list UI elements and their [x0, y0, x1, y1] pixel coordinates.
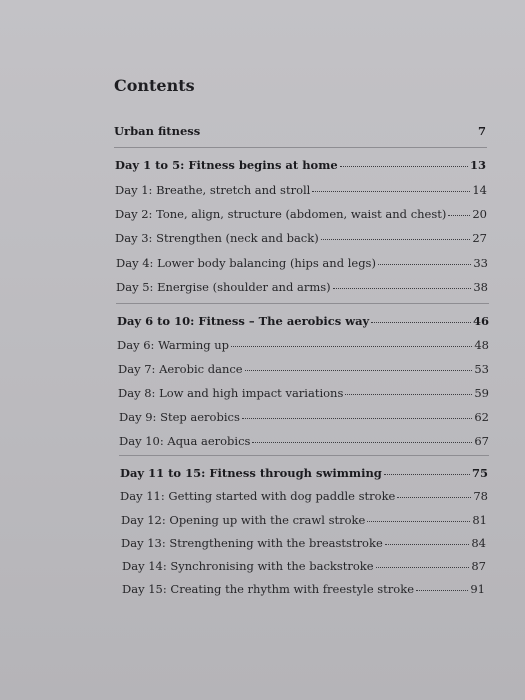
toc-entry — [121, 536, 486, 550]
toc-entry — [122, 559, 486, 573]
toc-entry-label: Day 9: Step aerobics — [119, 410, 240, 424]
section-divider — [114, 147, 487, 148]
toc-entry — [121, 513, 487, 527]
toc-entry — [119, 434, 489, 448]
toc-page-number: 87 — [471, 559, 486, 573]
dot-leader — [231, 345, 472, 347]
toc-section-heading — [117, 314, 489, 328]
toc-page-number: 33 — [473, 256, 488, 270]
toc-entry-label: Day 14: Synchronising with the backstroke — [122, 559, 374, 573]
toc-entry-label: Day 2: Tone, align, structure (abdomen, waist and chest) — [115, 207, 447, 221]
dot-leader — [448, 214, 470, 216]
toc-page-number: 48 — [474, 338, 489, 352]
toc-entry-label: Day 10: Aqua aerobics — [119, 434, 251, 448]
toc-entry-label: Day 11 to 15: Fitness through swimming — [120, 466, 382, 480]
toc-page-number: 67 — [474, 434, 489, 448]
toc-entry-label: Day 7: Aerobic dance — [118, 362, 243, 376]
dot-leader — [202, 132, 476, 133]
toc-section-heading — [114, 124, 486, 138]
dot-leader — [340, 165, 468, 167]
toc-entry — [117, 338, 489, 352]
toc-page-number: 20 — [472, 207, 487, 221]
contents-title: Contents — [114, 76, 195, 95]
dot-leader — [378, 263, 471, 265]
toc-page-number: 27 — [472, 231, 487, 245]
toc-page-number: 7 — [477, 124, 486, 138]
toc-page-number: 75 — [471, 466, 488, 480]
dot-leader — [385, 543, 470, 545]
dot-leader — [384, 473, 470, 475]
dot-leader — [345, 393, 472, 395]
toc-page-number: 59 — [474, 386, 489, 400]
dot-leader — [321, 238, 471, 240]
toc-entry-label: Day 6 to 10: Fitness – The aerobics way — [117, 314, 370, 328]
dot-leader — [312, 190, 470, 192]
toc-entry — [116, 280, 488, 294]
section-divider — [119, 455, 489, 456]
toc-page-number: 13 — [469, 158, 486, 172]
toc-entry-label: Day 11: Getting started with dog paddle stroke — [120, 489, 396, 503]
toc-entry — [119, 410, 489, 424]
dot-leader — [371, 321, 471, 323]
toc-entry-label: Day 8: Low and high impact variations — [118, 386, 344, 400]
toc-entry-label: Day 3: Strengthen (neck and back) — [115, 231, 319, 245]
dot-leader — [252, 441, 472, 443]
toc-entry-label: Day 1: Breathe, stretch and stroll — [115, 183, 311, 197]
toc-entry — [115, 207, 487, 221]
toc-entry-label: Day 1 to 5: Fitness begins at home — [115, 158, 338, 172]
dot-leader — [333, 287, 472, 289]
toc-page-number: 84 — [471, 536, 486, 550]
toc-page-number: 78 — [473, 489, 488, 503]
toc-page-number: 91 — [470, 582, 485, 596]
toc-page-number: 46 — [472, 314, 489, 328]
toc-page-number: 81 — [472, 513, 487, 527]
section-divider — [116, 303, 489, 304]
toc-entry — [115, 231, 487, 245]
toc-entry — [118, 386, 489, 400]
toc-page-number: 14 — [472, 183, 487, 197]
toc-page-number: 62 — [474, 410, 489, 424]
toc-entry-label: Day 4: Lower body balancing (hips and legs) — [116, 256, 376, 270]
toc-entry-label: Day 5: Energise (shoulder and arms) — [116, 280, 331, 294]
dot-leader — [245, 369, 473, 371]
dot-leader — [376, 566, 470, 568]
toc-entry-label: Day 13: Strengthening with the breaststroke — [121, 536, 383, 550]
toc-entry — [115, 183, 487, 197]
toc-page-number: 53 — [474, 362, 489, 376]
dot-leader — [397, 496, 471, 498]
toc-section-heading — [120, 466, 488, 480]
toc-entry — [122, 582, 485, 596]
dot-leader — [416, 589, 468, 591]
toc-entry-label: Day 6: Warming up — [117, 338, 230, 352]
toc-entry — [120, 489, 488, 503]
toc-entry — [116, 256, 488, 270]
toc-section-heading — [115, 158, 486, 172]
dot-leader — [242, 417, 472, 419]
toc-entry-label: Urban fitness — [114, 124, 201, 138]
dot-leader — [367, 520, 470, 522]
toc-page-number: 38 — [473, 280, 488, 294]
toc-entry-label: Day 15: Creating the rhythm with freestyle stroke — [122, 582, 414, 596]
toc-entry — [118, 362, 489, 376]
toc-entry-label: Day 12: Opening up with the crawl stroke — [121, 513, 366, 527]
